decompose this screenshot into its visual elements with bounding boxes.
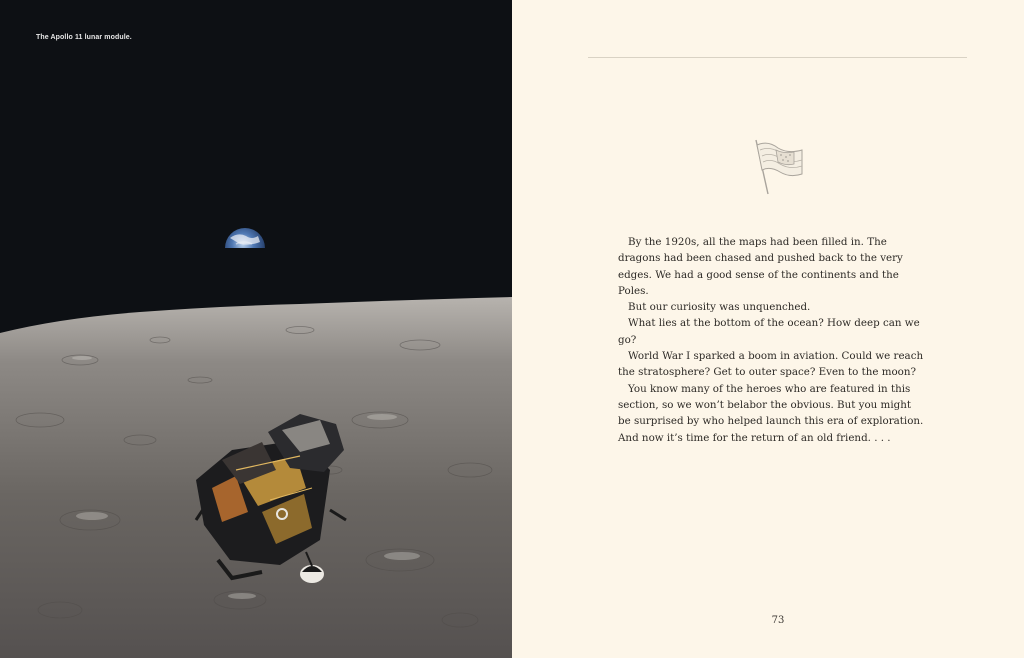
paragraph: World War I sparked a boom in aviation. Could we reach the stratosphere? Get to outer space? Even to the moon? — [618, 350, 924, 379]
header-rule — [588, 57, 967, 58]
flag-icon — [748, 136, 806, 196]
paragraph: By the 1920s, all the maps had been filled in. The dragons had been chased and pushed back to the very edges. We had a good sense of the continents and the Poles. — [618, 236, 903, 297]
body-text — [618, 234, 924, 446]
paragraph: You know many of the heroes who are featured in this section, so we won’t belabor the obvious. But you might be surprised by who helped launch this era of exploration. And now it’s time for the return of an old friend. . . . — [618, 382, 924, 444]
page-number: 73 — [771, 615, 785, 626]
photo-caption: The Apollo 11 lunar module. — [36, 34, 132, 41]
paragraph: What lies at the bottom of the ocean? How deep can we go? — [618, 317, 920, 346]
paragraph: But our curiosity was unquenched. — [628, 301, 811, 314]
right-page — [512, 0, 1024, 658]
